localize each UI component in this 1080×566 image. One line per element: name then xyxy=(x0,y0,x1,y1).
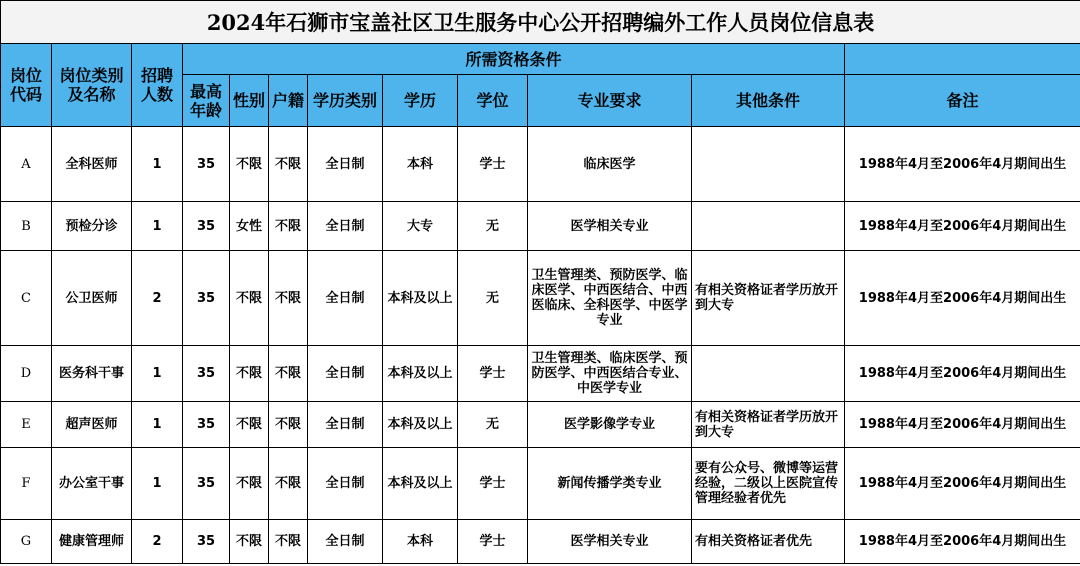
cell-age: 35 xyxy=(183,127,230,202)
cell-code: E xyxy=(1,402,52,448)
cell-major: 卫生管理类、预防医学、临床医学、中西医结合、中西医临床、全科医学、中医学专业 xyxy=(528,251,692,346)
header-hukou: 户籍 xyxy=(269,75,308,127)
cell-hukou: 不限 xyxy=(269,127,308,202)
header-row-1 xyxy=(1,44,1080,75)
cell-gender: 不限 xyxy=(230,251,269,346)
cell-edu-type: 全日制 xyxy=(308,202,383,251)
cell-count: 2 xyxy=(132,251,183,346)
cell-degree: 无 xyxy=(458,402,528,448)
header-degree: 学位 xyxy=(458,75,528,127)
cell-count: 1 xyxy=(132,346,183,402)
header-requirements: 所需资格条件 xyxy=(183,44,845,75)
cell-hukou: 不限 xyxy=(269,448,308,520)
cell-remarks: 1988年4月至2006年4月期间出生 xyxy=(845,127,1080,202)
cell-other: 有相关资格证者优先 xyxy=(692,520,845,564)
cell-education: 本科及以上 xyxy=(383,402,458,448)
cell-edu-type: 全日制 xyxy=(308,402,383,448)
cell-major: 医学相关专业 xyxy=(528,202,692,251)
header-edu-type: 学历类别 xyxy=(308,75,383,127)
cell-count: 2 xyxy=(132,520,183,564)
cell-name: 全科医师 xyxy=(52,127,132,202)
cell-education: 大专 xyxy=(383,202,458,251)
cell-code: C xyxy=(1,251,52,346)
header-post-type: 岗位类别及名称 xyxy=(52,44,132,127)
table-row xyxy=(1,251,1080,346)
cell-name: 超声医师 xyxy=(52,402,132,448)
cell-degree: 学士 xyxy=(458,346,528,402)
header-other: 其他条件 xyxy=(692,75,845,127)
cell-age: 35 xyxy=(183,202,230,251)
cell-count: 1 xyxy=(132,127,183,202)
cell-hukou: 不限 xyxy=(269,202,308,251)
cell-other xyxy=(692,202,845,251)
cell-major: 卫生管理类、临床医学、预防医学、中西医结合专业、中医学专业 xyxy=(528,346,692,402)
cell-edu-type: 全日制 xyxy=(308,448,383,520)
cell-remarks: 1988年4月至2006年4月期间出生 xyxy=(845,402,1080,448)
table-title: 2024年石狮市宝盖社区卫生服务中心公开招聘编外工作人员岗位信息表 xyxy=(1,1,1080,44)
cell-code: D xyxy=(1,346,52,402)
table-row xyxy=(1,402,1080,448)
cell-hukou: 不限 xyxy=(269,346,308,402)
cell-major: 医学相关专业 xyxy=(528,520,692,564)
cell-hukou: 不限 xyxy=(269,402,308,448)
cell-other: 有相关资格证者学历放开到大专 xyxy=(692,251,845,346)
cell-major: 临床医学 xyxy=(528,127,692,202)
header-gender: 性别 xyxy=(230,75,269,127)
cell-degree: 无 xyxy=(458,251,528,346)
cell-gender: 不限 xyxy=(230,520,269,564)
header-education: 学历 xyxy=(383,75,458,127)
cell-remarks: 1988年4月至2006年4月期间出生 xyxy=(845,448,1080,520)
cell-education: 本科及以上 xyxy=(383,346,458,402)
cell-age: 35 xyxy=(183,346,230,402)
cell-education: 本科及以上 xyxy=(383,251,458,346)
cell-edu-type: 全日制 xyxy=(308,520,383,564)
cell-degree: 无 xyxy=(458,202,528,251)
cell-code: A xyxy=(1,127,52,202)
cell-major: 医学影像学专业 xyxy=(528,402,692,448)
cell-degree: 学士 xyxy=(458,127,528,202)
cell-gender: 不限 xyxy=(230,402,269,448)
header-count: 招聘人数 xyxy=(132,44,183,127)
cell-remarks: 1988年4月至2006年4月期间出生 xyxy=(845,202,1080,251)
cell-hukou: 不限 xyxy=(269,520,308,564)
cell-remarks: 1988年4月至2006年4月期间出生 xyxy=(845,346,1080,402)
table-row xyxy=(1,202,1080,251)
cell-other xyxy=(692,127,845,202)
table-row xyxy=(1,127,1080,202)
cell-major: 新闻传播学类专业 xyxy=(528,448,692,520)
cell-degree: 学士 xyxy=(458,448,528,520)
cell-age: 35 xyxy=(183,402,230,448)
cell-count: 1 xyxy=(132,448,183,520)
cell-age: 35 xyxy=(183,448,230,520)
cell-edu-type: 全日制 xyxy=(308,127,383,202)
cell-education: 本科及以上 xyxy=(383,448,458,520)
cell-name: 办公室干事 xyxy=(52,448,132,520)
cell-code: F xyxy=(1,448,52,520)
cell-other: 有相关资格证者学历放开到大专 xyxy=(692,402,845,448)
cell-remarks: 1988年4月至2006年4月期间出生 xyxy=(845,520,1080,564)
cell-hukou: 不限 xyxy=(269,251,308,346)
cell-code: G xyxy=(1,520,52,564)
header-remarks: 备注 xyxy=(845,75,1080,127)
cell-name: 公卫医师 xyxy=(52,251,132,346)
cell-code: B xyxy=(1,202,52,251)
cell-name: 医务科干事 xyxy=(52,346,132,402)
header-post-code: 岗位代码 xyxy=(1,44,52,127)
header-major: 专业要求 xyxy=(528,75,692,127)
cell-count: 1 xyxy=(132,202,183,251)
cell-gender: 不限 xyxy=(230,346,269,402)
cell-other: 要有公众号、微博等运营经验，二级以上医院宣传管理经验者优先 xyxy=(692,448,845,520)
header-remarks-top xyxy=(845,44,1080,75)
table-row xyxy=(1,448,1080,520)
cell-count: 1 xyxy=(132,402,183,448)
cell-name: 预检分诊 xyxy=(52,202,132,251)
cell-other xyxy=(692,346,845,402)
cell-age: 35 xyxy=(183,251,230,346)
cell-gender: 不限 xyxy=(230,127,269,202)
cell-remarks: 1988年4月至2006年4月期间出生 xyxy=(845,251,1080,346)
cell-edu-type: 全日制 xyxy=(308,346,383,402)
table-row xyxy=(1,520,1080,564)
table-row xyxy=(1,346,1080,402)
cell-age: 35 xyxy=(183,520,230,564)
cell-education: 本科 xyxy=(383,520,458,564)
cell-degree: 学士 xyxy=(458,520,528,564)
cell-gender: 女性 xyxy=(230,202,269,251)
cell-gender: 不限 xyxy=(230,448,269,520)
cell-name: 健康管理师 xyxy=(52,520,132,564)
header-max-age: 最高年龄 xyxy=(183,75,230,127)
cell-education: 本科 xyxy=(383,127,458,202)
cell-edu-type: 全日制 xyxy=(308,251,383,346)
